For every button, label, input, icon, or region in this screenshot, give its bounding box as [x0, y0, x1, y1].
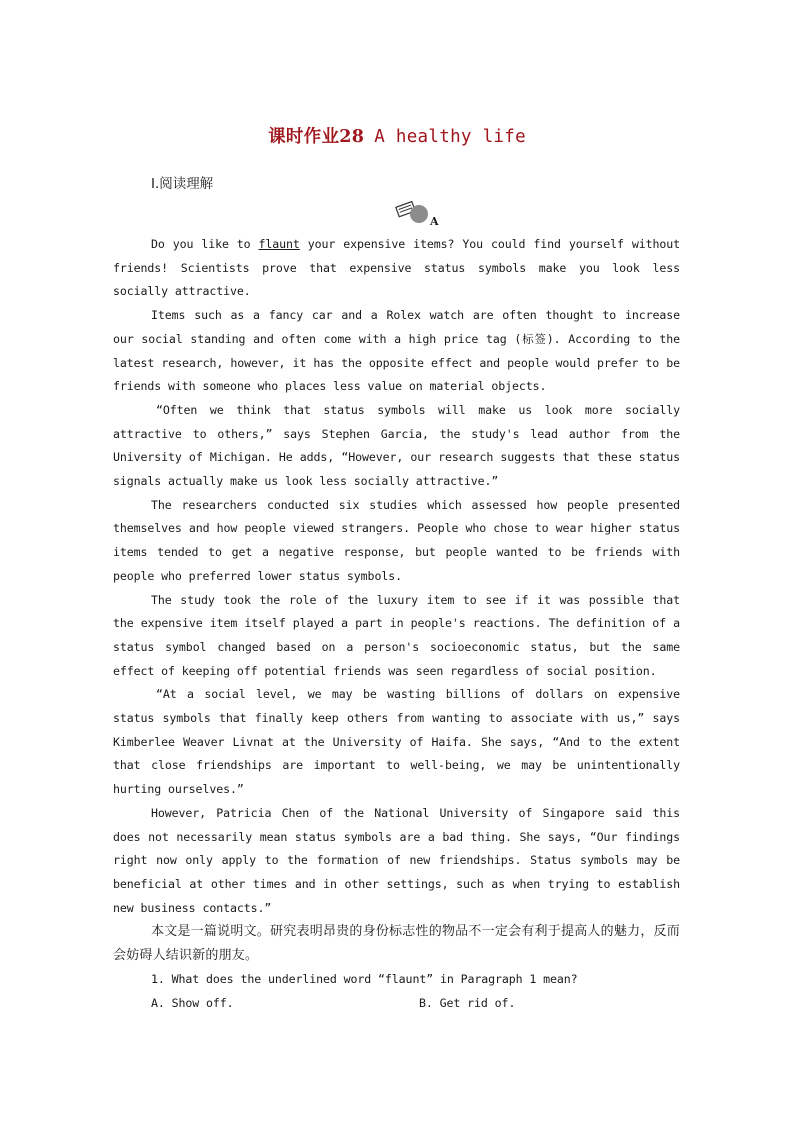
section-heading: Ⅰ.阅读理解 — [151, 176, 214, 192]
paragraph-3: “Often we think that status symbols will make us look more socially attractive to others,” says Stephen Garcia, the study's lead author from the University of Michigan. He adds, “However, our research suggests that these status signals actually make us look less socially attractive.” — [113, 402, 680, 489]
paragraph-4: The researchers conducted six studies which assessed how people presented themselves and how people viewed strangers. People who chose to wear higher status items tended to get a negative response, but people wanted to be friends with people who preferred lower status symbols. — [113, 497, 680, 583]
underlined-word: flaunt — [258, 237, 300, 251]
question-1-options — [113, 992, 680, 1016]
paragraph-6: “At a social level, we may be wasting billions of dollars on expensive status symbols that finally keep others from wanting to associate with us,” says Kimberlee Weaver Livnat at the University of Haifa. She says, “And to the extent that close friendships are important to well-being, we may be unintentionally hurting ourselves.” — [113, 687, 680, 797]
paragraph-7: However, Patricia Chen of the National University of Singapore said this does not necessarily mean status symbols are a bad thing. She says, “Our findings right now only apply to the formation of new friendships. Status symbols may be beneficial at other times and in other settings, such as when trying to establish new business contacts.” — [113, 805, 680, 915]
question-1: 1. What does the underlined word “flaunt” in Paragraph 1 mean? — [151, 971, 578, 986]
passage-body — [113, 233, 680, 1015]
passage-letter: A — [430, 215, 439, 228]
paragraph-2: Items such as a fancy car and a Rolex watch are often thought to increase our social standing and often come with a high price tag (标签). According to the latest research, however, it has the opposite effect and people would prefer to be friends with someone who places less value on material objects. — [113, 308, 680, 394]
paragraph-5: The study took the role of the luxury item to see if it was possible that the expensive item itself played a part in people's reactions. The definition of a status symbol changed based on a person's socioeconomic status, but the same effect of keeping off potential friends was seen regardless of social position. — [113, 592, 680, 678]
page-title — [0, 123, 794, 148]
summary-note: 本文是一篇说明文。研究表明昂贵的身份标志性的物品不一定会有利于提高人的魅力，反而会妨碍人结识新的朋友。 — [113, 924, 680, 964]
option-b: B. Get rid of. — [419, 995, 516, 1010]
title-english: A healthy life — [374, 127, 526, 147]
title-chinese: 课时作业28 — [268, 127, 365, 147]
paragraph-1: Do you like to flaunt your expensive items? You could find yourself without friends! Scientists prove that expensive status symbols make you look less socially attractive. — [113, 237, 680, 299]
option-a: A. Show off. — [151, 995, 234, 1010]
